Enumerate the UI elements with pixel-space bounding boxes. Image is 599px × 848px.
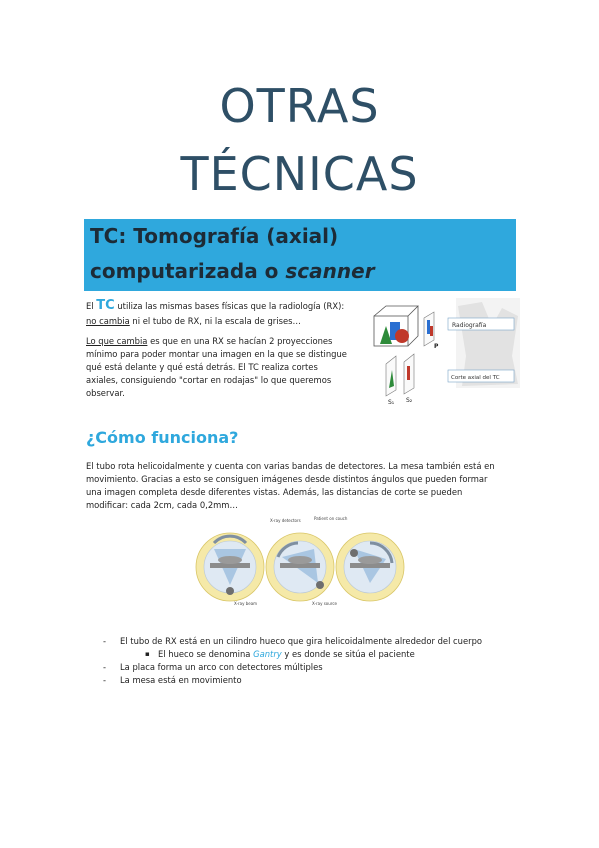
para2-line2: mínimo para poder montar una imagen en la que se distingue bbox=[86, 349, 347, 359]
section-banner bbox=[84, 219, 516, 291]
gantry-ring-3 bbox=[336, 533, 404, 601]
para2-line3: qué está delante y qué está detrás. El TC realiza cortes bbox=[86, 362, 318, 372]
banner-line2 bbox=[90, 259, 375, 283]
intro-line2 bbox=[86, 315, 301, 328]
para2-line4: axiales, consiguiendo "cortar en rodajas" lo que queremos bbox=[86, 375, 332, 385]
para2-underlined: Lo que cambia bbox=[86, 336, 148, 346]
sub-text: El hueco se denomina bbox=[158, 649, 254, 659]
gantry-ring-2 bbox=[266, 533, 334, 601]
tc-highlight: TC bbox=[96, 298, 115, 313]
banner-line1: TC: Tomografía (axial) bbox=[90, 224, 339, 248]
intro-text: El bbox=[86, 301, 97, 311]
how-line1: El tubo rota helicoidalmente y cuenta con varias bandas de detectores. La mesa también está en bbox=[86, 461, 495, 471]
label-s1: S₁ bbox=[388, 399, 395, 406]
intro-text: utiliza las mismas bases físicas que la radiología (RX): bbox=[114, 301, 345, 311]
label-p: P bbox=[434, 343, 439, 350]
label-xray-beam: X-ray beam bbox=[234, 601, 258, 606]
how-line4: modificar: cada 2cm, cada 0,2mm… bbox=[86, 500, 238, 510]
label-s2: S₂ bbox=[406, 397, 413, 404]
bullet-1-sub bbox=[0, 648, 599, 660]
label-radiografia: Radiografía bbox=[452, 322, 487, 329]
radiography-vs-ct-figure bbox=[372, 296, 522, 408]
bullet-dash: - bbox=[103, 662, 107, 672]
how-line3: una imagen completa desde diferentes vistas. Además, las distancias de corte se pueden bbox=[86, 487, 463, 497]
para2-line5: observar. bbox=[86, 388, 125, 398]
sub-bullet-text bbox=[158, 648, 415, 660]
banner-line2-text: computarizada o bbox=[90, 259, 286, 283]
p-projection bbox=[430, 326, 433, 336]
bullet-2 bbox=[0, 661, 599, 673]
para2-line1 bbox=[86, 335, 332, 348]
label-patient-on-couch: Patient on couch bbox=[314, 516, 348, 521]
sub-bullet-square: ▪ bbox=[145, 650, 150, 658]
sub-text: y es donde se sitúa el paciente bbox=[281, 649, 415, 659]
bullet-3 bbox=[0, 674, 599, 686]
bullet-dash: - bbox=[103, 636, 107, 646]
bullet-1 bbox=[0, 635, 599, 647]
banner-line2-italic: scanner bbox=[285, 259, 375, 283]
p-projection bbox=[427, 320, 430, 334]
section-heading: ¿Cómo funciona? bbox=[86, 428, 239, 447]
red-sphere bbox=[395, 329, 409, 343]
para2-text: es que en una RX se hacían 2 proyecciones bbox=[147, 336, 333, 346]
intro-underlined: no cambia bbox=[86, 316, 130, 326]
intro-text: ni el tubo de RX, ni la escala de grises… bbox=[129, 316, 301, 326]
label-xray-detectors: X-ray detectors bbox=[270, 518, 301, 523]
bullet-dash: - bbox=[103, 675, 107, 685]
label-corte: Corte axial del TC bbox=[451, 375, 500, 381]
page-title-line1: OTRAS bbox=[219, 79, 380, 133]
label-xray-source: X-ray source bbox=[312, 601, 338, 606]
intro-line1 bbox=[86, 300, 344, 313]
bullet-text: La placa forma un arco con detectores múltiples bbox=[120, 662, 323, 672]
how-line2: movimiento. Gracias a esto se consiguen imágenes desde distintos ángulos que pueden formar bbox=[86, 474, 488, 484]
gantry-term: Gantry bbox=[253, 649, 282, 659]
bullet-text: La mesa está en movimiento bbox=[120, 675, 242, 685]
bullet-text: El tubo de RX está en un cilindro hueco que gira helicoidalmente alrededor del cuerpo bbox=[120, 636, 483, 646]
s2-projection bbox=[407, 366, 410, 380]
page-title-line2: TÉCNICAS bbox=[180, 147, 419, 201]
gantry-ring-1 bbox=[196, 533, 264, 601]
ct-gantry-figure bbox=[194, 513, 406, 613]
